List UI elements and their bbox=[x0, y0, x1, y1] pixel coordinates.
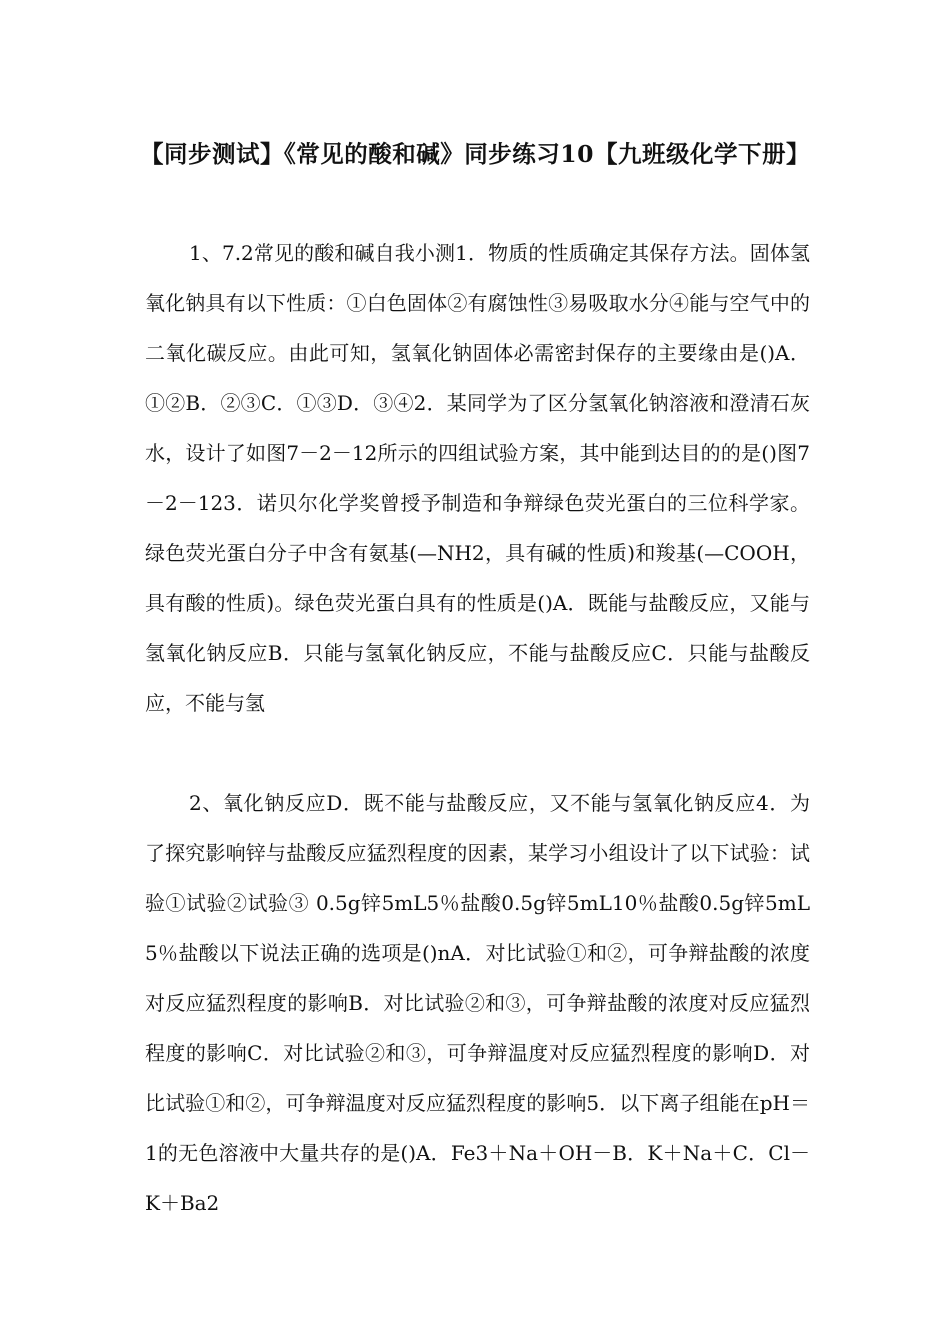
document-title: 【同步测试】《常见的酸和碱》同步练习10【九班级化学下册】 bbox=[140, 140, 810, 168]
paragraph-1: 1、7.2常见的酸和碱自我小测1．物质的性质确定其保存方法。固体氢氧化钠具有以下性质：①白色固体②有腐蚀性③易吸取水分④能与空气中的二氧化碳反应。由此可知，氢氧化钠固体必需密封保存的主要缘由是()A．①②B．②③C．①③D．③④2．某同学为了区分氢氧化钠溶液和澄清石灰水，设计了如图7－2－12所示的四组试验方案，其中能到达目的的是()图7－2－123．诺贝尔化学奖曾授予制造和争辩绿色荧光蛋白的三位科学家。绿色荧光蛋白分子中含有氨基(—NH2，具有碱的性质)和羧基(—COOH，具有酸的性质)。绿色荧光蛋白具有的性质是()A．既能与盐酸反应，又能与氢氧化钠反应B．只能与氢氧化钠反应，不能与盐酸反应C．只能与盐酸反应，不能与氢 bbox=[145, 241, 810, 715]
paragraph-2: 2、氧化钠反应D．既不能与盐酸反应，又不能与氢氧化钠反应4．为了探究影响锌与盐酸反应猛烈程度的因素，某学习小组设计了以下试验：试验①试验②试验③ 0.5g锌5mL5％盐酸0.5g锌5mL10％盐酸0.5g锌5mL5％盐酸以下说法正确的选项是()nA．对比试验①和②，可争辩盐酸的浓度对反应猛烈程度的影响B．对比试验②和③，可争辩盐酸的浓度对反应猛烈程度的影响C．对比试验②和③，可争辩温度对反应猛烈程度的影响D．对比试验①和②，可争辩温度对反应猛烈程度的影响5．以下离子组能在pH＝1的无色溶液中大量共存的是()A．Fe3＋Na＋OH－B．K＋Na＋C．Cl－K＋Ba2 bbox=[145, 791, 810, 1215]
